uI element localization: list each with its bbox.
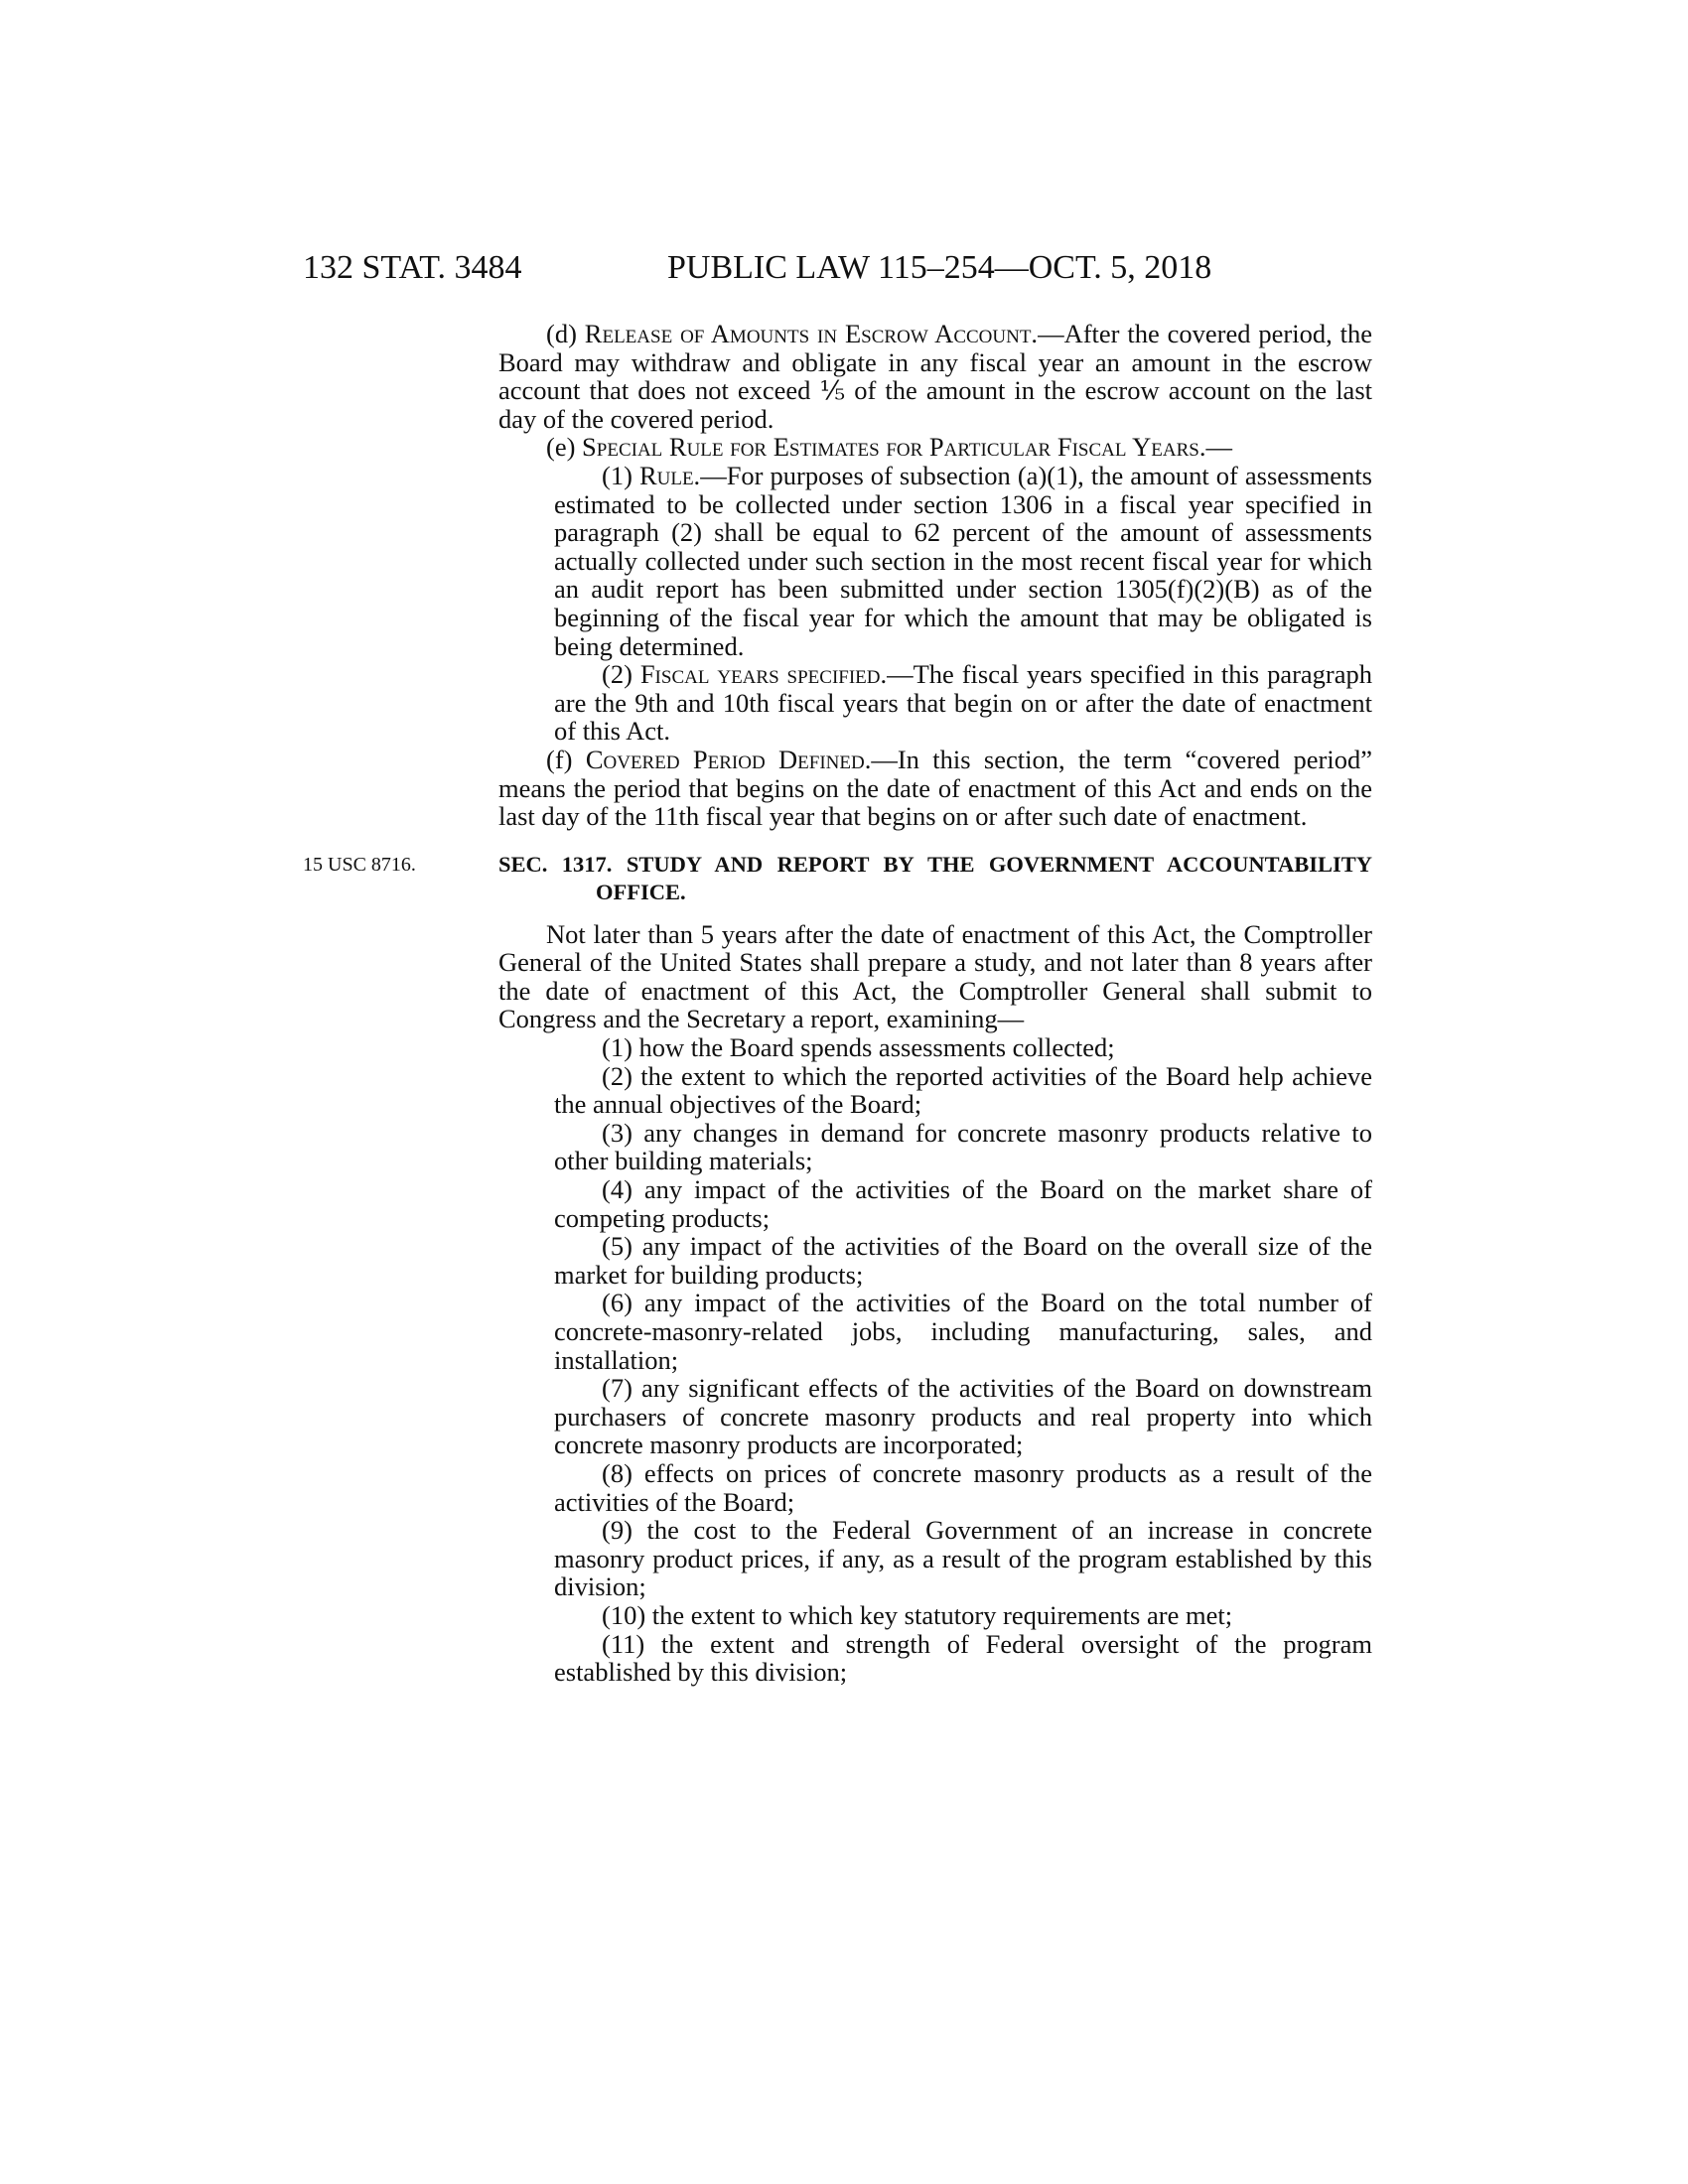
public-law-citation: PUBLIC LAW 115–254—OCT. 5, 2018 — [667, 249, 1212, 286]
document-body — [498, 320, 1372, 1687]
usc-margin-note: 15 USC 8716. — [303, 854, 416, 876]
list-item: (7) any significant effects of the activities of the Board on downstream purchasers of concrete masonry products and real property into which concrete masonry products are incorporated; — [554, 1373, 1372, 1460]
list-item: (5) any impact of the activities of the Board on the overall size of the market for building products; — [554, 1231, 1372, 1290]
list-item: (3) any changes in demand for concrete masonry products relative to other building materials; — [554, 1117, 1372, 1176]
list-item: (6) any impact of the activities of the Board on the total number of concrete-masonry-related jobs, including manufacturing, sales, and installation; — [554, 1288, 1372, 1375]
paragraph-e-1-text: —For purposes of subsection (a)(1), the amount of assessments estimated to be collected under section 1306 in a fiscal year specified in paragraph (2) shall be equal to 62 percent of the amount of assessments actually collected under such section in the most recent fiscal year for which an audit report has been submitted under section 1305(f)(2)(B) as of the beginning of the fiscal year for which the amount that may be obligated is being determined. — [554, 460, 1372, 661]
subsection-f — [498, 746, 1372, 831]
paragraph-e-1-label: (1) — [602, 460, 639, 490]
list-item: (8) effects on prices of concrete masonry products as a result of the activities of the Board; — [554, 1457, 1372, 1517]
paragraph-e-2-label: (2) — [602, 659, 640, 690]
list-item: (9) the cost to the Federal Government of an increase in concrete masonry product prices, if any, as a result of the program established by this division; — [554, 1515, 1372, 1602]
paragraph-e-2-heading: Fiscal years specified. — [639, 659, 888, 690]
subsection-d-label: (d) — [546, 319, 585, 348]
subsection-f-text: —In this section, the term “covered period” means the period that begins on the date of enactment of this Act and ends on the last day of the 11th fiscal year that begins on or after such date of enactment. — [498, 744, 1372, 832]
subsection-d — [498, 320, 1372, 433]
list-item: (2) the extent to which the reported activities of the Board help achieve the annual objectives of the Board; — [554, 1060, 1372, 1120]
subsection-f-heading: Covered Period Defined. — [585, 744, 872, 774]
list-item: (10) the extent to which key statutory requirements are met; — [602, 1599, 1233, 1630]
subsection-e — [498, 433, 1372, 462]
subsection-e-text: — — [1205, 432, 1232, 463]
subsection-d-text: —After the covered period, the Board may withdraw and obligate in any fiscal year an amount in the escrow account that does not exceed ⅕ of the amount in the escrow account on the last day of the covered period. — [498, 319, 1372, 434]
list-item: (1) how the Board spends assessments collected; — [602, 1032, 1115, 1063]
paragraph-e-2 — [498, 660, 1372, 746]
section-1317-intro: Not later than 5 years after the date of enactment of this Act, the Comptroller General of the United States shall prepare a study, and not later than 8 years after the date of enactment of this Act, the Comptroller General shall submit to Congress and the Secretary a report, examining— — [498, 918, 1372, 1034]
statute-page-reference: 132 STAT. 3484 — [303, 249, 522, 286]
section-1317-body — [498, 920, 1372, 1687]
subsection-d-heading: Release of Amounts in Escrow Account. — [584, 319, 1039, 348]
subsection-e-heading: Special Rule for Estimates for Particular Fiscal Years. — [582, 432, 1206, 463]
paragraph-e-2-text: —The fiscal years specified in this paragraph are the 9th and 10th fiscal years that begin on or after the date of enactment of this Act. — [554, 659, 1373, 747]
running-header — [303, 248, 1375, 288]
subsection-f-label: (f) — [546, 744, 586, 774]
paragraph-e-1-heading: Rule. — [638, 460, 701, 490]
subsection-e-label: (e) — [546, 432, 583, 463]
list-item: (11) the extent and strength of Federal oversight of the program established by this division; — [554, 1628, 1372, 1688]
list-item: (4) any impact of the activities of the Board on the market share of competing products; — [554, 1174, 1372, 1233]
paragraph-e-1 — [498, 462, 1372, 660]
section-1317-heading: SEC. 1317. STUDY AND REPORT BY THE GOVERNMENT ACCOUNTABILITY OFFICE. — [498, 851, 1372, 904]
